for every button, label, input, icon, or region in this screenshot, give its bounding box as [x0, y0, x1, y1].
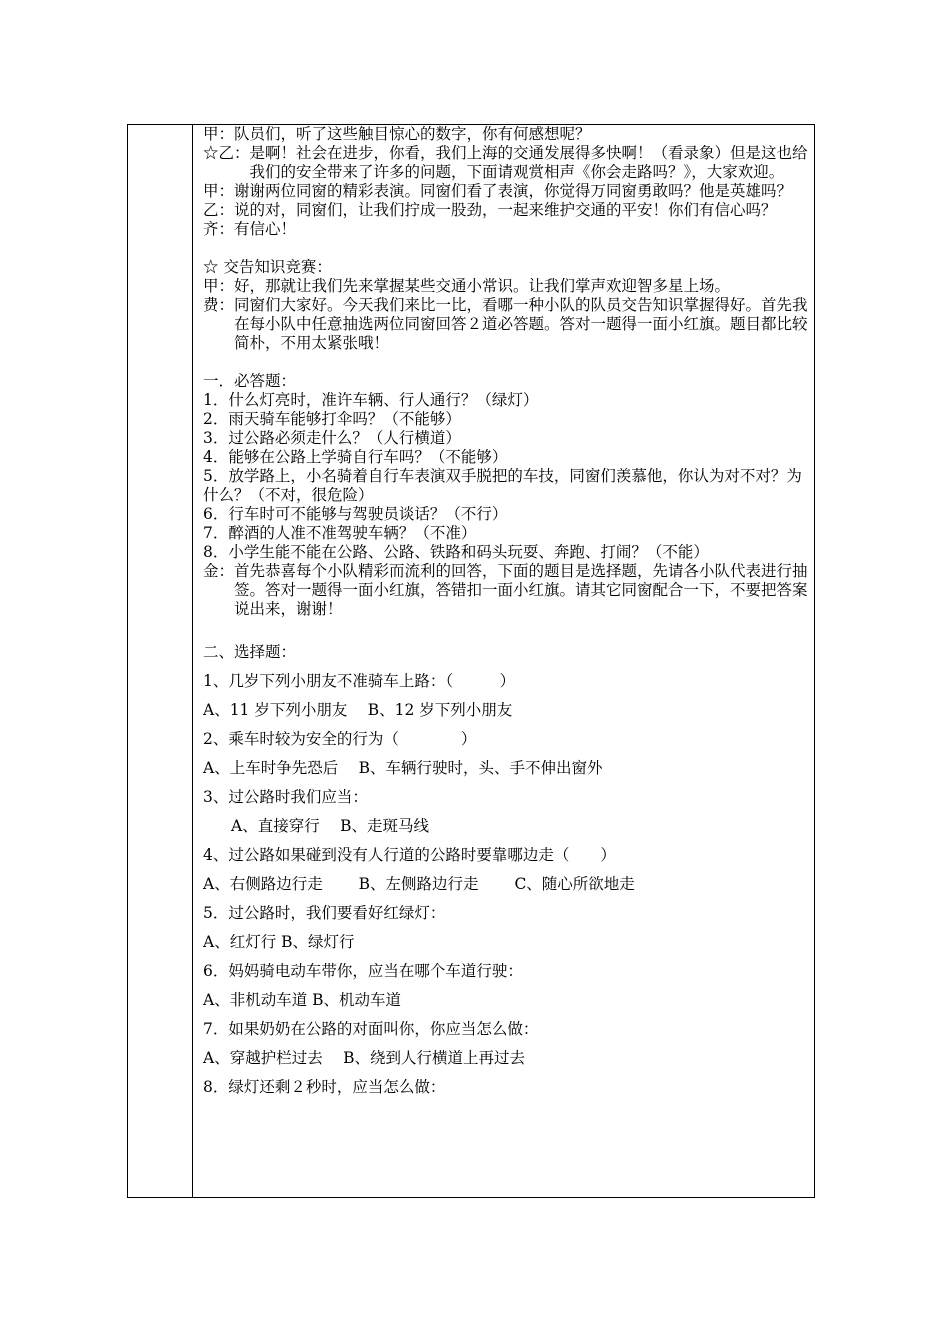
speaker-label: 甲：	[203, 125, 235, 143]
quiz-line: 3、过公路时我们应当：	[203, 788, 368, 806]
speaker-label: 甲：	[203, 277, 235, 295]
quiz-line: A、穿越护栏过去 B、绕到人行横道上再过去	[203, 1049, 526, 1067]
column-divider	[192, 125, 193, 1197]
dialog-text: 有信心！	[234, 220, 297, 238]
quiz-line: 8．绿灯还剩２秒时，应当怎么做：	[203, 1078, 446, 1096]
text-line: ☆ 交告知识竞赛：	[203, 258, 332, 276]
dialog-line	[203, 220, 811, 239]
text-line: 7．醉酒的人准不准驾驶车辆？（不准）	[203, 524, 477, 542]
dialog-line	[203, 125, 811, 144]
dialog-line	[203, 182, 811, 201]
text-line: 1．什么灯亮时，准许车辆、行人通行？（绿灯）	[203, 391, 539, 409]
text-line: 6．行车时可不能够与驾驶员谈话？（不行）	[203, 505, 508, 523]
dialog-text: 是啊！社会在进步，你看，我们上海的交通发展得多快啊！（看录象）但是这也给我们的安全带来了许多的问题，下面请观赏相声《你会走路吗？》，大家欢迎。	[249, 144, 808, 181]
blank-line	[203, 619, 811, 638]
quiz-line: 5．过公路时，我们要看好红绿灯：	[203, 904, 446, 922]
speaker-label: 齐：	[203, 220, 235, 238]
text-line: 4．能够在公路上学骑自行车吗？（不能够）	[203, 448, 508, 466]
quiz-line: A、上车时争先恐后 B、车辆行驶时，头、手不伸出窗外	[203, 759, 603, 777]
script-cell	[203, 125, 811, 1102]
speaker-label: 费：	[203, 296, 235, 314]
dialog-line	[203, 201, 811, 220]
blank-line	[203, 239, 811, 258]
text-line: 2．雨天骑车能够打伞吗？（不能够）	[203, 410, 461, 428]
speaker-label: 金：	[203, 562, 235, 580]
quiz-line: A、右侧路边行走 B、左侧路边行走 C、随心所欲地走	[203, 875, 635, 893]
quiz-line: A、11 岁下列小朋友 B、12 岁下列小朋友	[203, 701, 513, 719]
text-line: 5．放学路上，小名骑着自行车表演双手脱把的车技，同窗们羡慕他，你认为对不对？为什么？（不对，很危险）	[203, 467, 802, 504]
quiz-line: 7．如果奶奶在公路的对面叫你，你应当怎么做：	[203, 1020, 539, 1038]
dialog-line	[203, 277, 811, 296]
dialog-text: 首先恭喜每个小队精彩而流利的回答，下面的题目是选择题，先请各小队代表进行抽签。答对一题得一面小红旗，答错扣一面小红旗。请其它同窗配合一下，不要把答案 说出来，谢谢！	[234, 562, 808, 618]
blank-line	[203, 353, 811, 372]
quiz-line: 6．妈妈骑电动车带你，应当在哪个车道行驶：	[203, 962, 523, 980]
lesson-table	[127, 124, 815, 1198]
dialog-text: 同窗们大家好。今天我们来比一比，看哪一种小队的队员交告知识掌握得好。首先我在每小队中任意抽选两位同窗回答２道必答题。答对一题得一面小红旗。题目都比较简朴，不用太紧张哦！	[234, 296, 808, 352]
speaker-label: ☆乙：	[203, 144, 250, 162]
dialog-text: 好，那就让我们先来掌握某些交通小常识。让我们掌声欢迎智多星上场。	[234, 277, 731, 295]
speaker-label: 乙：	[203, 201, 235, 219]
quiz-line: A、直接穿行 B、走斑马线	[231, 817, 430, 835]
speaker-label: 甲：	[203, 182, 235, 200]
quiz-line: 4、过公路如果碰到没有人行道的公路时要靠哪边走（ ）	[203, 846, 616, 864]
dialog-line	[203, 144, 811, 182]
dialog-text: 谢谢两位同窗的精彩表演。同窗们看了表演，你觉得万同窗勇敢吗？他是英雄吗？	[234, 182, 793, 200]
text-line: 3．过公路必须走什么？（人行横道）	[203, 429, 461, 447]
quiz-line: 2、乘车时较为安全的行为（ ）	[203, 730, 477, 748]
dialog-text: 说的对，同窗们，让我们拧成一股劲，一起来维护交通的平安！你们有信心吗？	[234, 201, 777, 219]
quiz-line: A、非机动车道 B、机动车道	[203, 991, 402, 1009]
quiz-line: A、红灯行 B、绿灯行	[203, 933, 355, 951]
dialog-line	[203, 296, 811, 353]
quiz-line: 1、几岁下列小朋友不准骑车上路：（ ）	[203, 672, 516, 690]
text-line: 8．小学生能不能在公路、公路、铁路和码头玩耍、奔跑、打闹？（不能）	[203, 543, 709, 561]
quiz-line: 二、选择题：	[203, 643, 297, 661]
dialog-text: 队员们，听了这些触目惊心的数字，你有何感想呢？	[234, 125, 591, 143]
text-line: 一．必答题：	[203, 372, 297, 390]
dialog-line	[203, 562, 811, 619]
